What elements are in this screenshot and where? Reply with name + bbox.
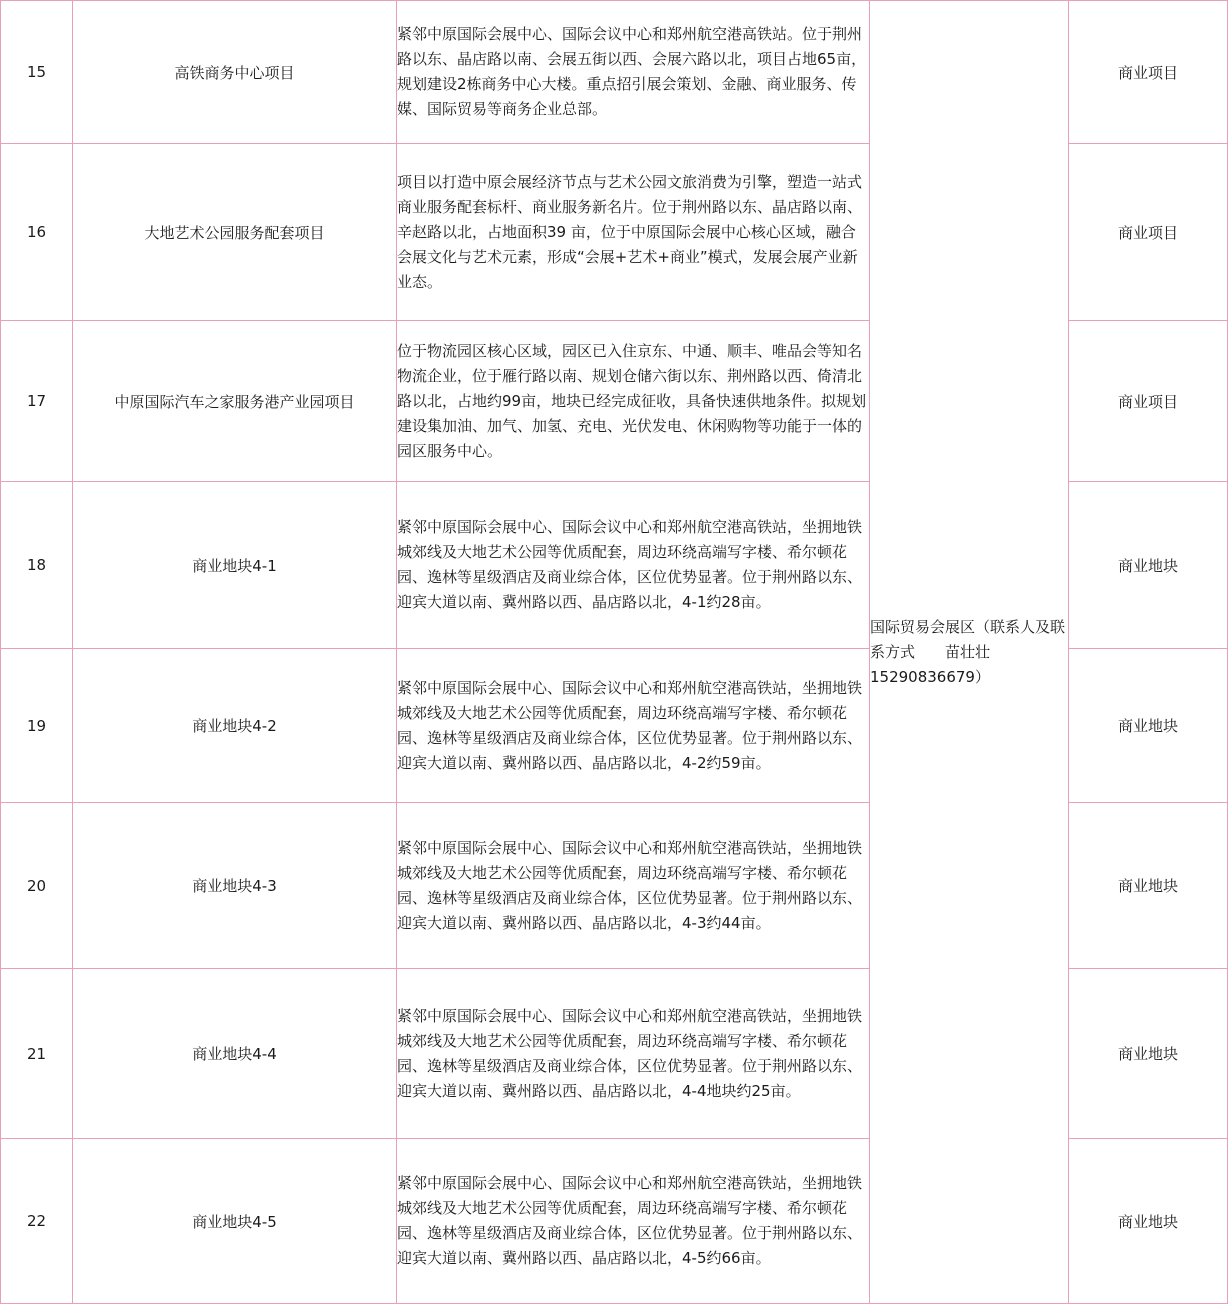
project-name — [73, 321, 397, 482]
project-name-text: 商业地块4-1 — [192, 556, 277, 575]
project-type: 商业地块 — [1069, 1139, 1228, 1304]
project-description: 紧邻中原国际会展中心、国际会议中心和郑州航空港高铁站。位于荆州路以东、晶店路以南、会展五街以西、会展六路以北，项目占地65亩，规划建设2栋商务中心大楼。重点招引展会策划、金融、商业服务、传媒、国际贸易等商务企业总部。 — [397, 1, 870, 144]
project-name — [73, 969, 397, 1139]
project-name-text: 商业地块4-5 — [192, 1212, 277, 1231]
row-number: 16 — [1, 144, 73, 321]
project-name — [73, 1139, 397, 1304]
project-description: 紧邻中原国际会展中心、国际会议中心和郑州航空港高铁站，坐拥地铁城郊线及大地艺术公园等优质配套，周边环绕高端写字楼、希尔顿花园、逸林等星级酒店及商业综合体，区位优势显著。位于荆州路以东、迎宾大道以南、冀州路以西、晶店路以北，4-4地块约25亩。 — [397, 969, 870, 1139]
project-name — [73, 1, 397, 144]
project-type: 商业地块 — [1069, 482, 1228, 649]
project-type: 商业地块 — [1069, 803, 1228, 969]
project-name-text: 大地艺术公园服务配套项目 — [144, 223, 325, 242]
project-description: 紧邻中原国际会展中心、国际会议中心和郑州航空港高铁站，坐拥地铁城郊线及大地艺术公园等优质配套，周边环绕高端写字楼、希尔顿花园、逸林等星级酒店及商业综合体，区位优势显著。位于荆州路以东、迎宾大道以南、冀州路以西、晶店路以北，4-5约66亩。 — [397, 1139, 870, 1304]
project-type: 商业项目 — [1069, 144, 1228, 321]
project-name — [73, 649, 397, 803]
project-name-text: 商业地块4-3 — [192, 877, 277, 895]
project-name-text: 高铁商务中心项目 — [174, 63, 295, 82]
project-description: 位于物流园区核心区域，园区已入住京东、中通、顺丰、唯品会等知名物流企业，位于雁行路以南、规划仓储六街以东、荆州路以西、倚清北路以北，占地约99亩，地块已经完成征收，具备快速供地条件。拟规划建设集加油、加气、加氢、充电、光伏发电、休闲购物等功能于一体的园区服务中心。 — [397, 321, 870, 482]
row-number: 19 — [1, 649, 73, 803]
row-number: 20 — [1, 803, 73, 969]
row-number: 21 — [1, 969, 73, 1139]
project-name-text: 中原国际汽车之家服务港产业园项目 — [114, 392, 355, 411]
project-type: 商业项目 — [1069, 321, 1228, 482]
project-description: 紧邻中原国际会展中心、国际会议中心和郑州航空港高铁站，坐拥地铁城郊线及大地艺术公园等优质配套，周边环绕高端写字楼、希尔顿花园、逸林等星级酒店及商业综合体，区位优势显著。位于荆州路以东、迎宾大道以南、冀州路以西、晶店路以北，4-3约44亩。 — [397, 803, 870, 969]
row-number: 22 — [1, 1139, 73, 1304]
project-description: 紧邻中原国际会展中心、国际会议中心和郑州航空港高铁站，坐拥地铁城郊线及大地艺术公园等优质配套，周边环绕高端写字楼、希尔顿花园、逸林等星级酒店及商业综合体，区位优势显著。位于荆州路以东、迎宾大道以南、冀州路以西、晶店路以北，4-1约28亩。 — [397, 482, 870, 649]
project-name — [73, 144, 397, 321]
project-name — [73, 482, 397, 649]
project-description: 紧邻中原国际会展中心、国际会议中心和郑州航空港高铁站，坐拥地铁城郊线及大地艺术公园等优质配套，周边环绕高端写字楼、希尔顿花园、逸林等星级酒店及商业综合体，区位优势显著。位于荆州路以东、迎宾大道以南、冀州路以西、晶店路以北，4-2约59亩。 — [397, 649, 870, 803]
table-row — [1, 1, 1228, 144]
project-name-text: 商业地块4-4 — [192, 1045, 277, 1063]
project-name-text: 商业地块4-2 — [192, 717, 277, 735]
project-name — [73, 803, 397, 969]
row-number: 15 — [1, 1, 73, 144]
project-description: 项目以打造中原会展经济节点与艺术公园文旅消费为引擎，塑造一站式商业服务配套标杆、商业服务新名片。位于荆州路以东、晶店路以南、辛赵路以北，占地面积39 亩，位于中原国际会展中心核心区域，融合会展文化与艺术元素，形成“会展+艺术+商业”模式，发展会展产业新业态。 — [397, 144, 870, 321]
row-number: 18 — [1, 482, 73, 649]
project-type: 商业地块 — [1069, 649, 1228, 803]
project-type: 商业地块 — [1069, 969, 1228, 1139]
zone-contact: 国际贸易会展区（联系人及联系方式 苗壮壮 15290836679） — [870, 1, 1069, 1304]
row-number: 17 — [1, 321, 73, 482]
project-type: 商业项目 — [1069, 1, 1228, 144]
